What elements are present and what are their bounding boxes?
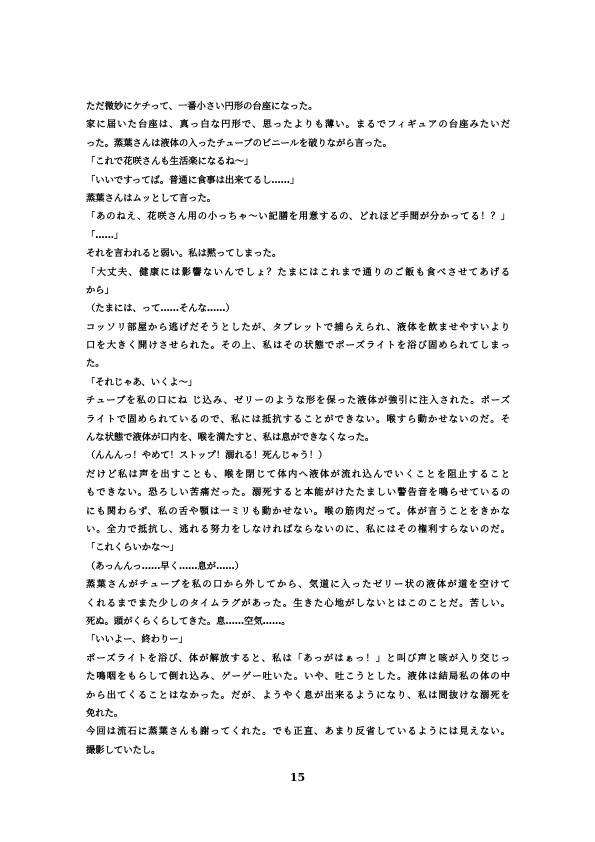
text-line: 免れた。 [86,707,124,719]
text-line: 「いいよー、終わりー」 [86,634,188,646]
text-line: （あっんんっ……早く……息が……） [86,560,244,572]
text-line: くれるまでまた少しのタイムラグがあった。生きた心地がしないとはこのことだ。苦しい。 [86,597,510,609]
page-number: 15 [289,771,306,784]
text-line: だけど私は声を出すことも、喉を閉じて体内へ液体が流れ込んでいくことを阻止すること [86,468,510,480]
text-line: コッソリ部屋から逃げだそうとしたが、タブレットで捕らえられ、液体を飲ませやすいより [86,321,510,333]
text-line: 口を大きく開けさせられた。その上、私はその状態でポーズライトを浴び固められてしまっ [86,340,510,352]
text-line: 「……」 [86,229,124,241]
text-line: った。蒸葉さんは液体の入ったチューブのビニールを破りながら言った。 [86,137,392,149]
text-line: 「大丈夫、健康には影響ないんでしょ？たまにはこれまで通りのご飯も食べさせてあげる [86,266,510,278]
text-line: 「いいですってば。普通に食事は出来てるし……」 [86,174,300,186]
text-line: た。 [86,358,105,370]
text-line: 撮影していたし。 [86,744,161,756]
text-line: た鳴咽をもらして倒れ込み、ゲーゲー吐いた。いや、吐こうとした。液体は結局私の体の中 [86,671,510,683]
text-line: （たまには、って……そんな……） [86,303,235,315]
text-line: 死ぬ。頭がくらくらしてきた。息……空気……。 [86,615,291,627]
text-line: 「あのねえ、花咲さん用の小っちゃ～い記膳を用意するの、どれほど手間が分かってる！？」 [86,211,510,223]
text-line: から」 [86,284,114,296]
text-line: ただ微妙にケチって、一番小さい円形の台座になった。 [86,101,318,112]
page-body [86,98,510,760]
text-line: 今回は流石に蒸葉さんも謝ってくれた。でも正直、あまり反省しているようには見えない。 [86,726,510,738]
text-line: 蒸葉さんがチューブを私の口から外してから、気道に入ったゼリー状の液体が道を空けて [86,579,510,591]
text-line: にも関わらず、私の舌や顎は一ミリも動かせない。喉の筋肉だって。体が言うことをきかな [86,505,510,517]
text-line: ポーズライトを浴び、体が解放すると、私は「あっがはぁっ！」と叫び声と咳が入り交じっ [86,652,510,664]
text-line: （んんんっ！やめて！ストップ！溺れる！死んじゃう！） [86,450,328,462]
text-line: い。全力で抵抗し、逃れる努力をしなければならないのに、私にはその権利すらないのだ。 [86,523,510,535]
text-line: それを言われると弱い。私は黙ってしまった。 [86,248,282,260]
text-line: ライトで固められているので、私には抵抗することができない。喉すら動かせないのだ。そ [86,413,510,425]
text-line: 「これで花咲さんも生活楽になるね～」 [86,156,254,168]
text-line: から出てくることはなかった。だが、ようやく息が出来るようになり、私は間抜けな溺死を [86,689,510,701]
text-line: 蒸葉さんはムッとして言った。 [86,192,217,204]
text-line: 「それじゃあ、いくよ～」 [86,376,198,388]
text-line: 家に届いた台座は、真っ白な円形で、思ったよりも薄い。まるでフィギュアの台座みたいだ [86,119,510,131]
text-line: もできない。恐ろしい苦痛だった。溺死すると本能がけたたましい警告音を鳴らせているの [86,487,510,499]
text-line: んな状態で液体が口内を、喉を満たすと、私は息ができなくなった。 [86,432,375,444]
text-line: 「これくらいかな～」 [86,542,179,554]
text-line: チューブを私の口にね じ込み、ゼリーのような形を保った液体が強引に注入された。ポーズ [86,395,510,407]
